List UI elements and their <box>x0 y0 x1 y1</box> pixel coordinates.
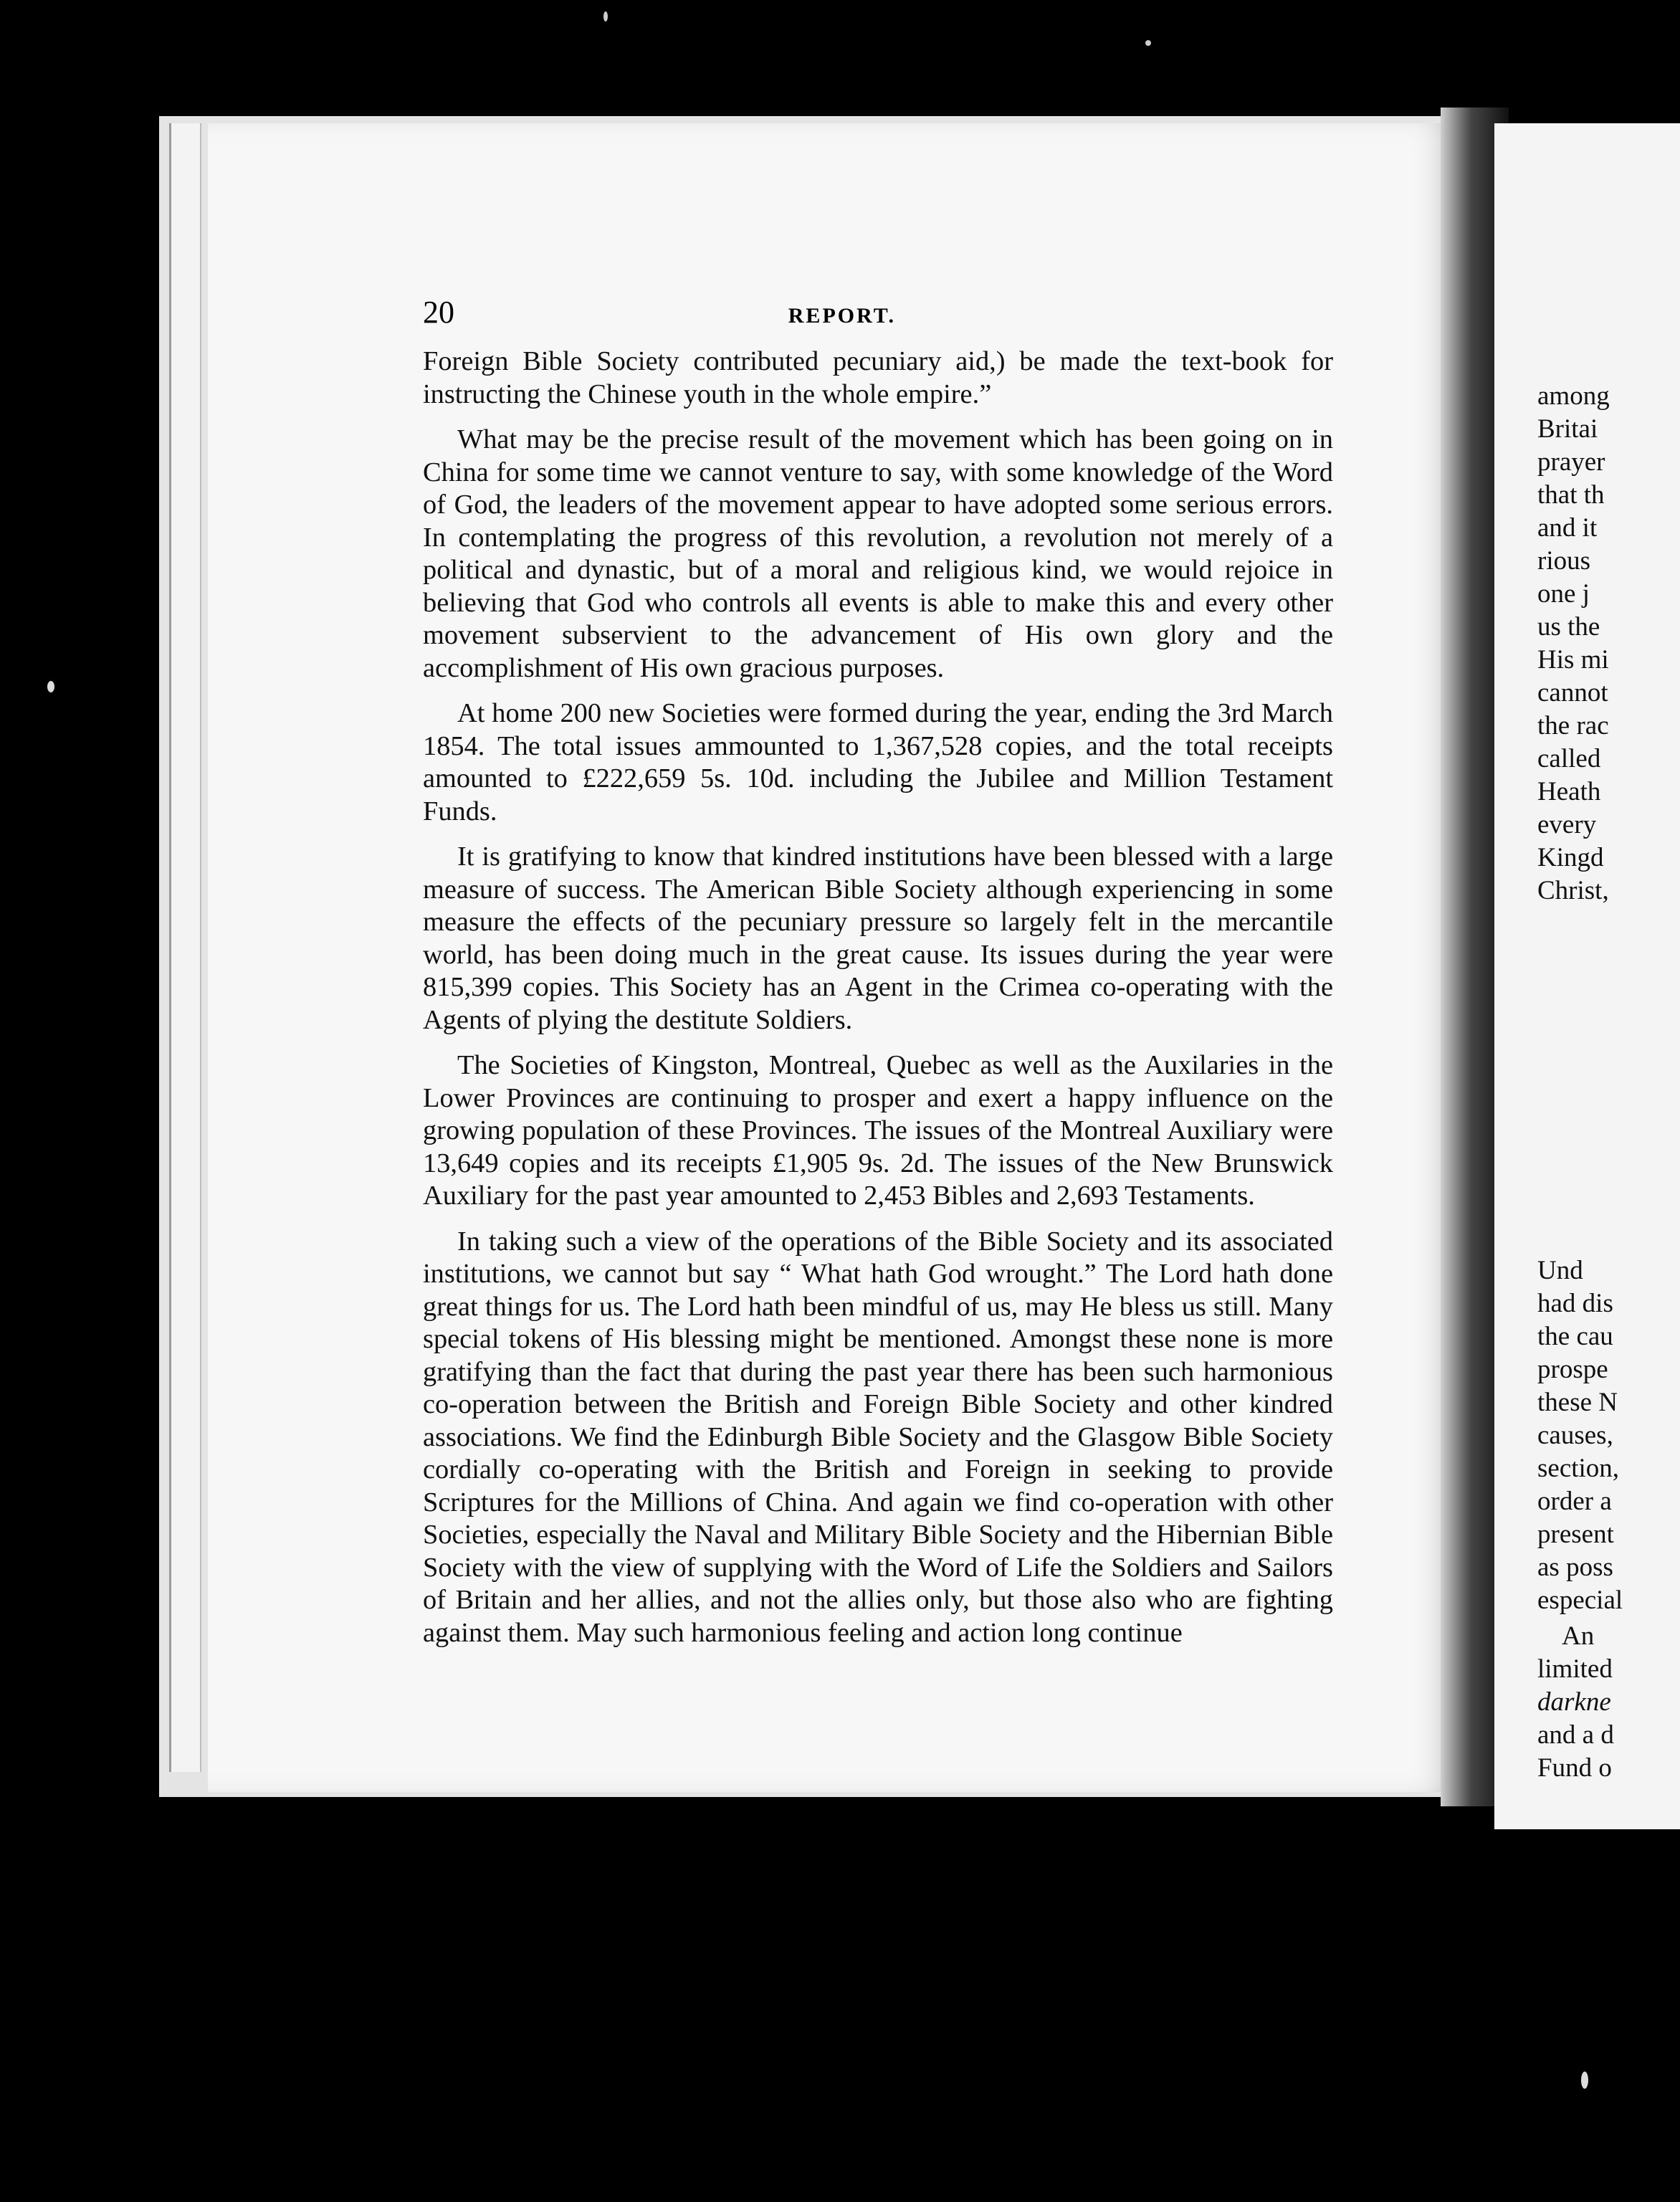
facing-line: prospe <box>1537 1355 1608 1384</box>
paragraph-continuation: Foreign Bible Society contributed pecuniary aid,) be made the text-book for instructing the Chinese youth in the whole empire.” <box>423 346 1333 409</box>
facing-line: us the <box>1537 612 1600 642</box>
facing-line: one j <box>1537 579 1590 609</box>
facing-line: present <box>1537 1520 1614 1549</box>
page-header <box>423 294 1333 330</box>
scan-speck <box>1581 2072 1588 2089</box>
facing-line: order a <box>1537 1487 1612 1516</box>
facing-line: especial <box>1537 1586 1623 1615</box>
running-head: REPORT. <box>788 304 896 328</box>
facing-line: section, <box>1537 1454 1620 1483</box>
facing-line: Fund o <box>1537 1753 1612 1783</box>
facing-line: called <box>1537 744 1601 773</box>
facing-line: Kingd <box>1537 843 1604 872</box>
facing-line: and a d <box>1537 1720 1614 1750</box>
paragraph-china-movement: What may be the precise result of the movement which has been going on in China for some time we cannot venture to say, with some knowledge of the Word of God, the leaders of the movement appear to have adopted some serious errors. In contemplating the progress of this revolution, a revolution not merely of a political and dynastic, but of a moral and religious kind, we would rejoice in believing that God who controls all events is able to make this and every other movement subservient to the advancement of His own glory and the accomplishment of His own gracious purposes. <box>423 424 1333 683</box>
facing-line: every <box>1537 810 1597 839</box>
facing-line: these N <box>1537 1388 1618 1417</box>
page-number: 20 <box>423 295 454 330</box>
facing-line: Britai <box>1537 414 1598 444</box>
facing-line: and it <box>1537 513 1598 543</box>
facing-line: Heath <box>1537 777 1601 806</box>
scan-speck <box>47 681 54 692</box>
paragraph-cooperation: In taking such a view of the operations of the Bible Society and its associated institutions, we cannot but say “ What hath God wrought.” The Lord hath done great things for us. The Lord hath been mindful of us, may He bless us still. Many special tokens of His blessing might be mentioned. Amongst these none is more gratifying than the fact that during the past year there has been such harmonious co-operation between the British and Foreign Bible Society and other kindred associations. We find the Edinburgh Bible Society and the Glasgow Bible Society cordially co-operating with the British and Foreign in seeking to provide Scriptures for the Millions of China. And again we find co-operation with other Societies, especially the Naval and Military Bible Society and the Hibernian Bible Society with the view of supplying with the Word of Life the Soldiers and Sailors of Britain and her allies, and not the allies only, but those also who are fighting against them. May such harmonious feeling and action long continue <box>423 1226 1333 1648</box>
facing-line: among <box>1537 381 1610 411</box>
facing-line: His mi <box>1537 645 1609 675</box>
scan-speck <box>1145 40 1151 46</box>
facing-line: had dis <box>1537 1289 1613 1318</box>
facing-line: limited <box>1537 1654 1613 1684</box>
paragraph-home-societies: At home 200 new Societies were formed during the year, ending the 3rd March 1854. The total issues ammounted to 1,367,528 copies, and the total receipts amounted to £222,659 5s. 10d. including the Jubilee and Million Testament Funds. <box>423 698 1333 826</box>
facing-line: as poss <box>1537 1553 1613 1582</box>
facing-line: that th <box>1537 480 1605 510</box>
body-text <box>423 345 1333 1662</box>
facing-line: Christ, <box>1537 876 1609 905</box>
page-stack-edge <box>169 123 201 1772</box>
facing-line: the cau <box>1537 1322 1613 1351</box>
facing-line: cannot <box>1537 678 1608 707</box>
paragraph-kindred-institutions: It is gratifying to know that kindred institutions have been blessed with a large measure of success. The American Bible Society although experiencing in some measure the effects of the pecuniary pressure so largely felt in the mercantile world, has been doing much in the great cause. Its issues during the year were 815,399 copies. This Society has an Agent in the Crimea co-operating with the Agents of plying the destitute Soldiers. <box>423 842 1333 1035</box>
facing-line: prayer <box>1537 447 1605 477</box>
scan-speck <box>603 11 608 22</box>
facing-line: rious <box>1537 546 1590 576</box>
facing-line: the rac <box>1537 711 1609 740</box>
facing-line: An <box>1562 1621 1595 1651</box>
facing-line: Und <box>1537 1256 1583 1285</box>
paragraph-canadian-societies: The Societies of Kingston, Montreal, Quebec as well as the Auxilaries in the Lower Provinces are continuing to prosper and exert a happy influence on the growing population of these Provinces. The issues of the Montreal Auxiliary were 13,649 copies and its receipts £1,905 9s. 2d. The issues of the New Brunswick Auxiliary for the past year amounted to 2,453 Bibles and 2,693 Testaments. <box>423 1050 1333 1211</box>
facing-line: darkne <box>1537 1687 1611 1717</box>
facing-line: causes, <box>1537 1421 1613 1450</box>
